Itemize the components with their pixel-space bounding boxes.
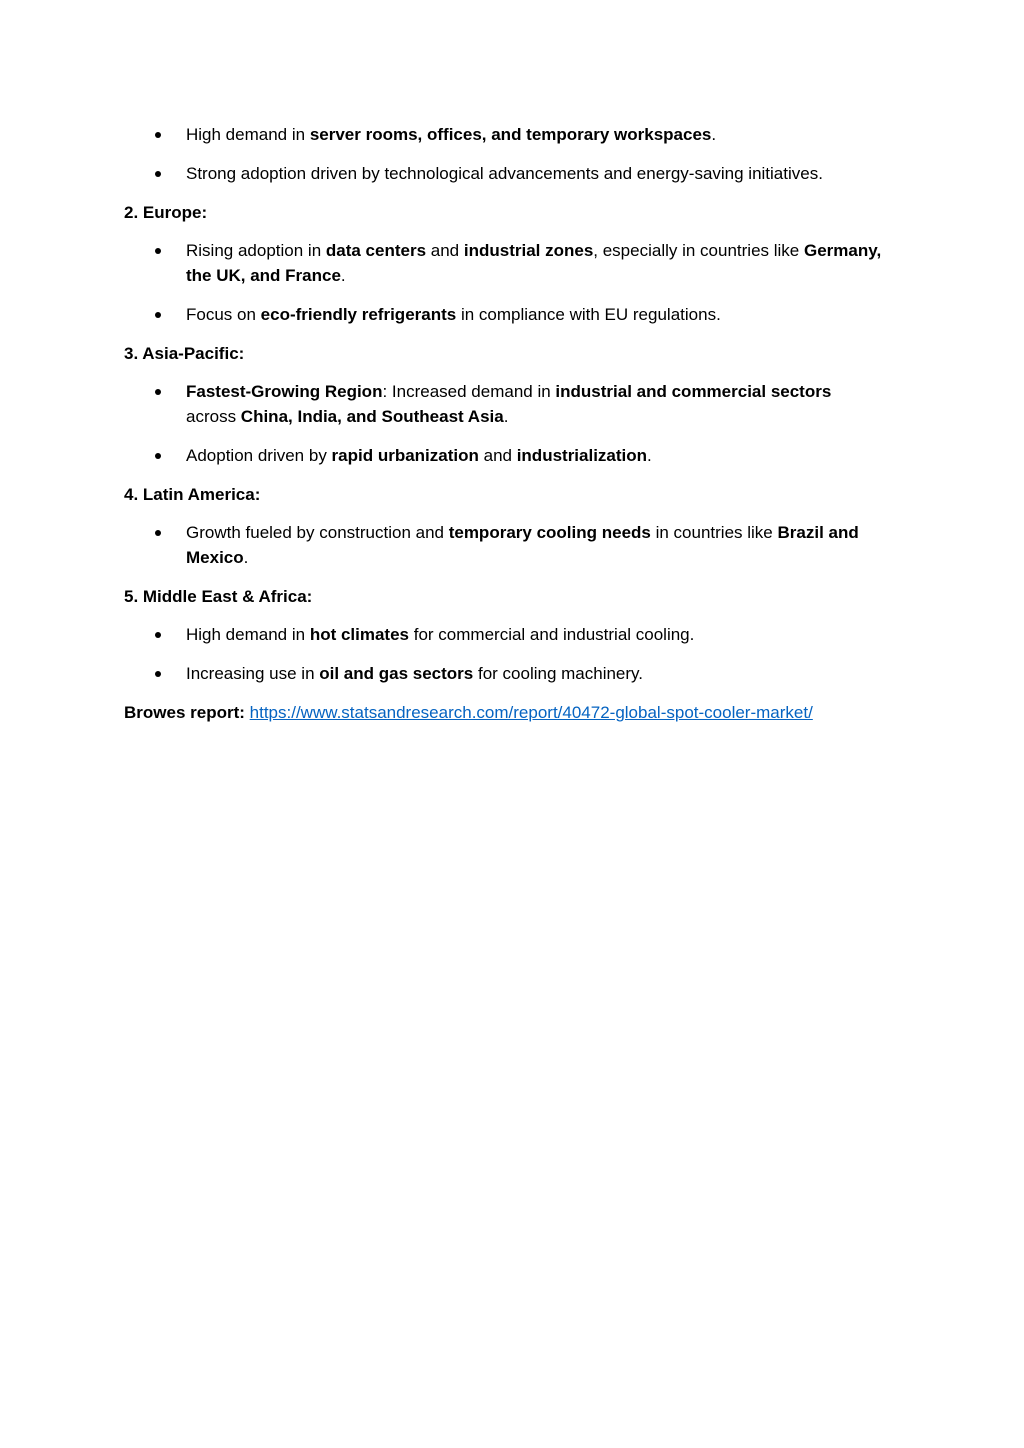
list-text-bold: hot climates [309, 625, 410, 644]
list-text: : Increased demand in [382, 382, 556, 401]
bullet-icon [155, 453, 161, 459]
bullet-icon [155, 632, 161, 638]
bullet-icon [155, 248, 161, 254]
list-text-bold: Fastest-Growing Region [186, 382, 383, 401]
list-text: Adoption driven by [186, 446, 332, 465]
list-text: High demand in [186, 625, 310, 644]
list-text: and [426, 241, 464, 260]
bullet-icon [155, 132, 161, 138]
middle-east-africa-list [124, 622, 884, 686]
list-text: and [478, 446, 517, 465]
bullet-icon [155, 671, 161, 677]
list-item [124, 661, 884, 686]
list-text-bold: oil and gas sectors [319, 664, 474, 683]
list-item [124, 302, 884, 327]
list-text: . [243, 548, 249, 567]
list-text-bold: industrial zones [463, 241, 594, 260]
bullet-icon [155, 389, 161, 395]
list-text: in compliance with EU regulations. [456, 305, 721, 324]
asia-pacific-list [124, 379, 884, 468]
list-item [124, 379, 884, 429]
section-heading-europe: 2. Europe: [124, 203, 208, 222]
list-item [124, 520, 884, 570]
list-text-bold: Germany, the UK, and France [186, 241, 882, 285]
list-text-bold: eco-friendly refrigerants [260, 305, 457, 324]
list-item [124, 122, 884, 147]
list-text-bold: server rooms, offices, and temporary workspaces [309, 125, 712, 144]
report-link[interactable]: https://www.statsandresearch.com/report/40472-global-spot-cooler-market/ [249, 703, 813, 722]
list-text: . [647, 446, 652, 465]
list-text: Growth fueled by construction and [186, 523, 449, 542]
section-heading-middle-east-africa: 5. Middle East & Africa: [124, 587, 313, 606]
list-item [124, 238, 884, 288]
europe-list [124, 238, 884, 327]
list-text-bold: industrialization [516, 446, 648, 465]
latin-america-list [124, 520, 884, 570]
list-text-bold: data centers [325, 241, 427, 260]
list-text-bold: China, India, and Southeast Asia [240, 407, 504, 426]
list-text: Rising adoption in [186, 241, 326, 260]
list-item [124, 622, 884, 647]
list-text: . [503, 407, 509, 426]
list-text-bold: Brazil and Mexico [186, 523, 859, 567]
bullet-icon [155, 312, 161, 318]
list-item [124, 443, 884, 468]
list-text: across [186, 407, 241, 426]
bullet-icon [155, 530, 161, 536]
list-text: . [340, 266, 346, 285]
list-text: Focus on [186, 305, 261, 324]
section-heading-latin-america: 4. Latin America: [124, 485, 261, 504]
list-text-bold: industrial and commercial sectors [555, 382, 832, 401]
list-text: in countries like [650, 523, 778, 542]
list-text: , especially in countries like [593, 241, 804, 260]
list-item [124, 161, 884, 186]
report-label: Browes report: [124, 703, 245, 722]
list-text: Increasing use in [186, 664, 320, 683]
list-text: High demand in [186, 125, 310, 144]
section-heading-asia-pacific: 3. Asia-Pacific: [124, 344, 245, 363]
report-link-line [124, 700, 884, 725]
document-body [124, 122, 884, 725]
north-america-list [124, 122, 884, 186]
bullet-icon [155, 171, 161, 177]
list-text-bold: temporary cooling needs [448, 523, 651, 542]
list-text: for commercial and industrial cooling. [409, 625, 695, 644]
list-text-bold: rapid urbanization [331, 446, 479, 465]
list-text: for cooling machinery. [473, 664, 644, 683]
list-text: . [711, 125, 717, 144]
list-text: Strong adoption driven by technological advancements and energy-saving initiatives. [186, 164, 823, 183]
